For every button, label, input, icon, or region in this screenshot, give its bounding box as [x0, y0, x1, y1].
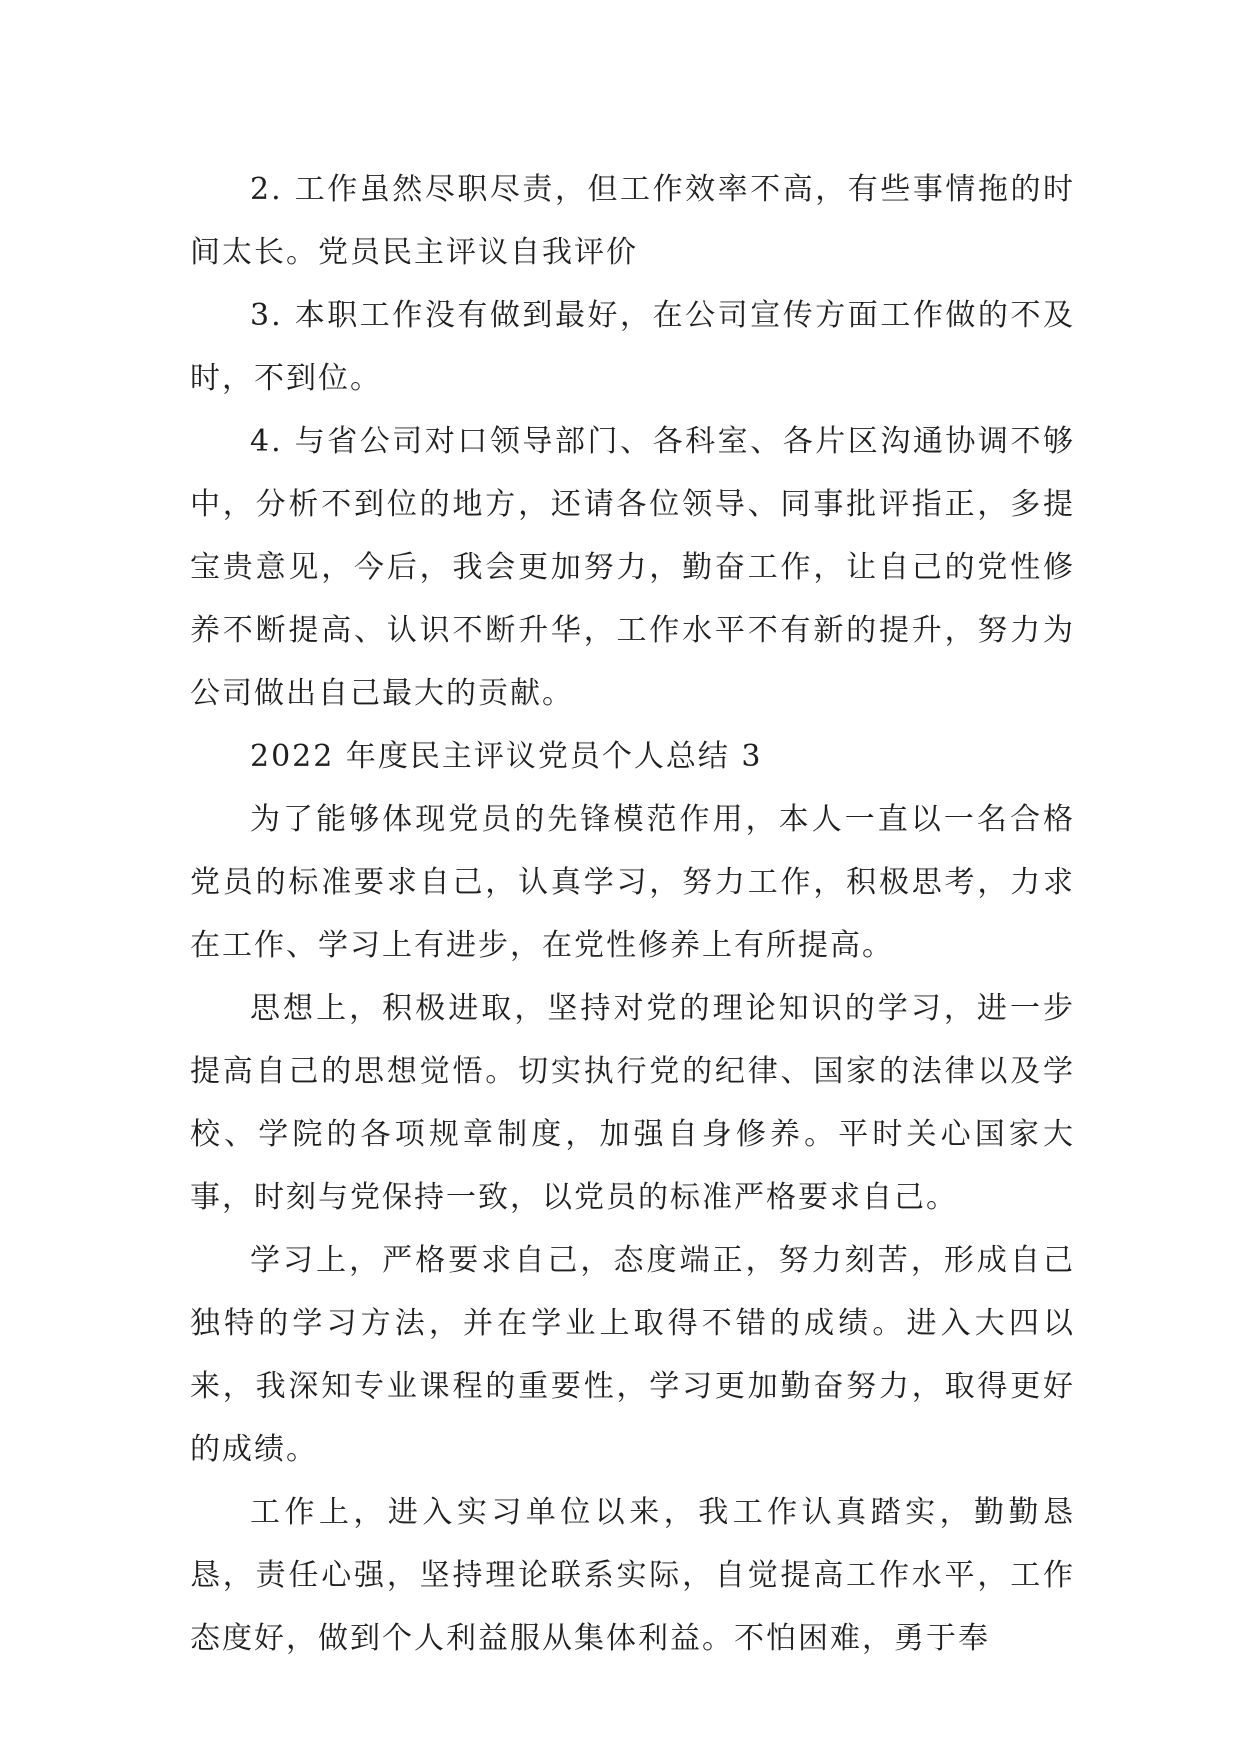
paragraph-thought: 思想上，积极进取，坚持对党的理论知识的学习，进一步提高自己的思想觉悟。切实执行党的纪律、国家的法律以及学校、学院的各项规章制度，加强自身修养。平时关心国家大事，时刻与党保持一致，以党员的标准严格要求自己。 — [190, 991, 1075, 1215]
paragraph-study: 学习上，严格要求自己，态度端正，努力刻苦，形成自己独特的学习方法，并在学业上取得不错的成绩。进入大四以来，我深知专业课程的重要性，学习更加勤奋努力，取得更好的成绩。 — [190, 1243, 1075, 1467]
paragraph-item-3: 3. 本职工作没有做到最好，在公司宣传方面工作做的不及时，不到位。 — [190, 298, 1075, 396]
document-body — [190, 158, 1075, 1670]
section-heading: 2022 年度民主评议党员个人总结 3 — [250, 739, 763, 774]
paragraph-work: 工作上，进入实习单位以来，我工作认真踏实，勤勤恳恳，责任心强，坚持理论联系实际，自觉提高工作水平，工作态度好，做到个人利益服从集体利益。不怕困难，勇于奉 — [190, 1495, 1075, 1656]
paragraph-item-2: 2. 工作虽然尽职尽责，但工作效率不高，有些事情拖的时间太长。党员民主评议自我评价 — [190, 172, 1075, 270]
paragraph-intro: 为了能够体现党员的先锋模范作用，本人一直以一名合格党员的标准要求自己，认真学习，努力工作，积极思考，力求在工作、学习上有进步，在党性修养上有所提高。 — [190, 802, 1075, 963]
paragraph-item-4: 4. 与省公司对口领导部门、各科室、各片区沟通协调不够中，分析不到位的地方，还请各位领导、同事批评指正，多提宝贵意见，今后，我会更加努力，勤奋工作，让自己的党性修养不断提高、认识不断升华，工作水平不有新的提升，努力为公司做出自己最大的贡献。 — [190, 424, 1075, 711]
